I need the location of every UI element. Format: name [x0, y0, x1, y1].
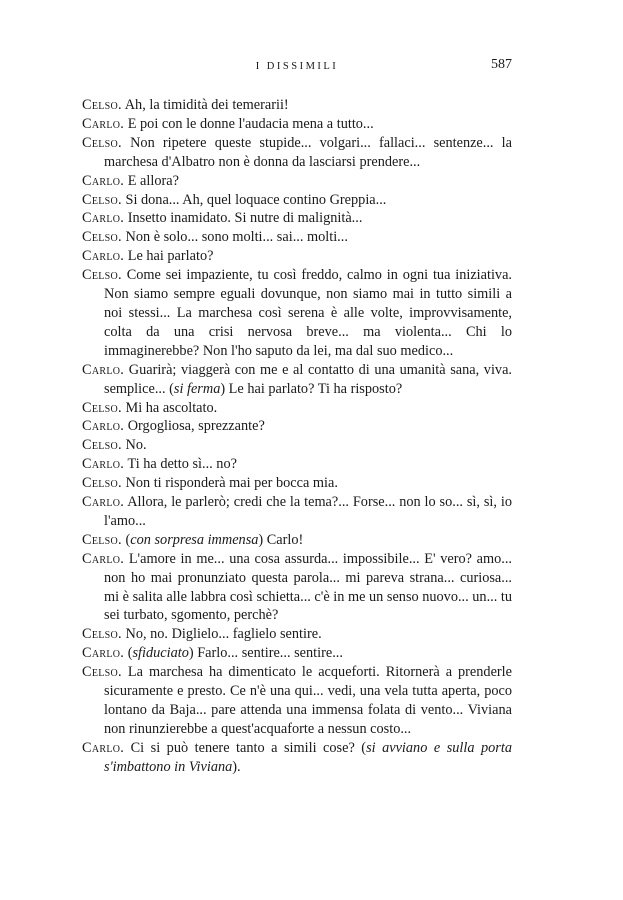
- dialogue-text: [82, 96, 512, 777]
- speaker-name: Celso.: [82, 134, 122, 151]
- speech-text: Ti ha detto sì... no?: [127, 456, 237, 473]
- speaker-name: Celso.: [82, 267, 122, 284]
- speaker-name: Carlo.: [82, 115, 125, 132]
- speaker-name: Carlo.: [82, 172, 125, 189]
- speech-line: [82, 228, 512, 247]
- speech-text: ) Le hai parlato? Ti ha risposto?: [220, 380, 403, 397]
- speech-text: (: [125, 531, 131, 548]
- speech-text: Ah, la timidità dei temerarii!: [124, 97, 289, 113]
- speech-text: E poi con le donne l'audacia mena a tutto...: [127, 115, 374, 132]
- speech-line: [82, 134, 512, 172]
- speech-line: [82, 209, 512, 228]
- speaker-name: Carlo.: [82, 361, 125, 378]
- speech-text: Si dona... Ah, quel loquace contino Greppia...: [125, 191, 387, 208]
- speech-line: [82, 644, 512, 663]
- speaker-name: Carlo.: [82, 550, 125, 567]
- running-header: [82, 56, 512, 82]
- running-title: I DISSIMILI: [255, 61, 339, 72]
- speech-line: [82, 455, 512, 474]
- speaker-name: Carlo.: [82, 645, 125, 662]
- speech-line: [82, 417, 512, 436]
- speaker-name: Celso.: [82, 475, 122, 492]
- book-page: [82, 56, 512, 777]
- speech-line: [82, 115, 512, 134]
- speaker-name: Celso.: [82, 437, 122, 454]
- stage-direction: si avviano e sulla porta s'imbattono in Viviana: [104, 739, 512, 775]
- speech-line: [82, 625, 512, 644]
- speech-line: [82, 739, 512, 777]
- speaker-name: Celso.: [82, 664, 122, 681]
- speech-text: Mi ha ascoltato.: [125, 399, 218, 416]
- speech-text: (: [127, 645, 133, 662]
- speaker-name: Celso.: [82, 229, 122, 246]
- speech-text: ) Carlo!: [258, 531, 304, 548]
- speech-text: Non ti risponderà mai per bocca mia.: [125, 475, 338, 492]
- speaker-name: Celso.: [82, 191, 122, 208]
- speaker-name: Carlo.: [82, 418, 125, 435]
- speech-line: [82, 191, 512, 210]
- speech-line: [82, 663, 512, 739]
- speech-text: Non ripetere queste stupide... volgari... fallaci... sentenze... la marchesa d'Albatro non è donna da lasciarsi prendere...: [104, 134, 512, 170]
- page-number: 587: [491, 57, 512, 72]
- speech-line: [82, 361, 512, 399]
- speech-text: La marchesa ha dimenticato le acqueforti. Ritornerà a prenderle sicuramente e presto. Ce n'è una qui... vedi, una vela tutta aperta, poco lontano da Baja... pare attenda una immensa folata di vento... Viviana non rinunzierebbe a quest'acquaforte a nessun costo...: [104, 664, 513, 737]
- speech-text: Ci si può tenere tanto a simili cose? (: [130, 739, 367, 756]
- speech-text: E allora?: [127, 172, 179, 189]
- speech-line: [82, 493, 512, 531]
- speech-text: ) Farlo... sentire... sentire...: [188, 645, 343, 662]
- speaker-name: Carlo.: [82, 210, 125, 227]
- stage-direction: con sorpresa immensa: [130, 531, 259, 548]
- speaker-name: Celso.: [82, 531, 122, 548]
- speech-line: [82, 474, 512, 493]
- speech-text: Allora, le parlerò; credi che la tema?... Forse... non lo so... sì, sì, io l'amo...: [104, 494, 512, 529]
- speech-line: [82, 550, 512, 626]
- speech-line: [82, 266, 512, 361]
- speaker-name: Carlo.: [82, 248, 125, 265]
- speech-line: [82, 436, 512, 455]
- speech-text: L'amore in me... una cosa assurda... impossibile... E' vero? amo... non ho mai pronunziato questa parola... mi pareva strana... curiosa... mi è salita alle labbra così schietta... c'è in me un senso nuovo... un... tu sei turbato, sgomento, perchè?: [104, 550, 512, 624]
- speaker-name: Celso.: [82, 626, 122, 643]
- speaker-name: Carlo.: [82, 739, 125, 756]
- stage-direction: sfiduciato: [132, 645, 189, 662]
- speech-line: [82, 172, 512, 191]
- speech-text: Le hai parlato?: [127, 248, 214, 265]
- stage-direction: si ferma: [173, 380, 221, 397]
- speaker-name: Celso.: [82, 97, 122, 113]
- speaker-name: Celso.: [82, 399, 122, 416]
- speech-line: [82, 247, 512, 266]
- speaker-name: Carlo.: [82, 494, 125, 511]
- speech-text: No, no. Diglielo... faglielo sentire.: [125, 626, 322, 643]
- speech-line: [82, 531, 512, 550]
- speech-text: Guarirà; viaggerà con me e al contatto di una umanità sana, viva. semplice... (: [104, 361, 512, 397]
- speaker-name: Carlo.: [82, 456, 125, 473]
- speech-text: Non è solo... sono molti... sai... molti...: [125, 229, 348, 246]
- speech-text: Insetto inamidato. Si nutre di malignità...: [127, 210, 363, 227]
- speech-line: [82, 399, 512, 418]
- speech-text: Come sei impaziente, tu così freddo, calmo in ogni tua iniziativa. Non siamo sempre eguali dovunque, non siamo mai in tutto simili a noi stessi... La marchesa così serena è alle volte, improvvisamente, colta da una crisi nervosa breve... ma violenta... Chi lo immaginerebbe? Non l'ho saputo da lei, ma dal suo medico...: [104, 267, 513, 359]
- speech-line: [82, 96, 512, 115]
- speech-text: Orgogliosa, sprezzante?: [127, 418, 265, 435]
- speech-text: ).: [232, 758, 241, 775]
- speech-text: No.: [125, 437, 147, 454]
